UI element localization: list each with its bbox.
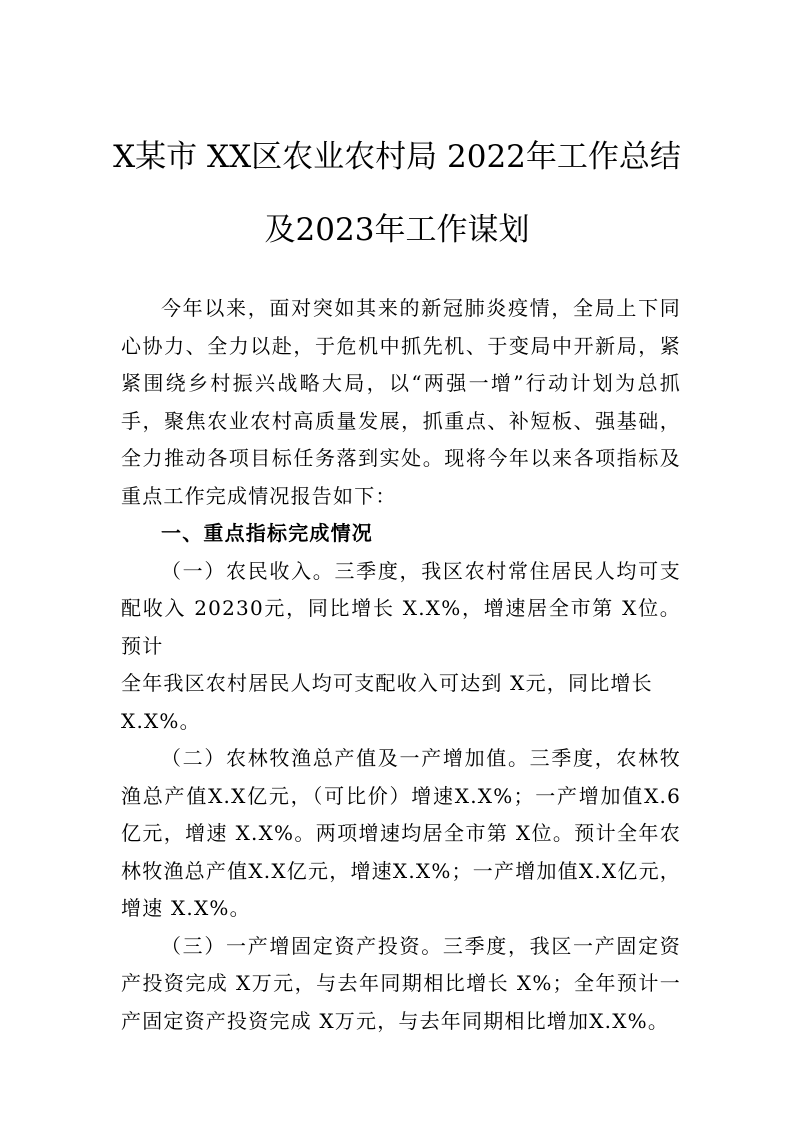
section-heading-key-indicators: 一、重点指标完成情况 <box>161 521 373 545</box>
item-farmer-income-continuation: 全年我区农村居民人均可支配收入可达到 X元，同比增长 X.X%。 <box>121 671 653 733</box>
item-fixed-asset-investment-paragraph: （三）一产增固定资产投资。三季度，我区一产固定资产投资完成 X万元，与去年同期相比增长 X%；全年预计一产固定资产投资完成 X万元，与去年同期相比增加X.X%。 <box>121 933 681 1033</box>
document-body <box>121 290 681 1040</box>
intro-paragraph: 今年以来，面对突如其来的新冠肺炎疫情，全局上下同心协力、全力以赴，于危机中抓先机、于变局中开新局，紧紧围绕乡村振兴战略大局，以“两强一增”行动计划为总抓手，聚焦农业农村高质量发展，抓重点、补短板、强基础， 全力推动各项目标任务落到实处。现将今年以来各项指标及重点工作完成情况报告如下： <box>121 296 681 508</box>
item-farmer-income-paragraph: （一）农民收入。三季度，我区农村常住居民人均可支配收入 20230元，同比增长 X.X%，增速居全市第 X位。预计 <box>121 558 681 658</box>
item-agricultural-output-paragraph: （二）农林牧渔总产值及一产增加值。三季度，农林牧渔总产值X.X亿元，（可比价）增速X.X%；一产增加值X.6亿元，增速 X.X%。两项增速均居全市第 X位。预计全年农林牧渔总产值X.X亿元，增速X.X%；一产增加值X.X亿元，增速 X.X%。 <box>121 746 681 920</box>
document-title-line-2: 及2023年工作谋划 <box>264 212 530 248</box>
document-title-line-1: X某市 XX区农业农村局 2022年工作总结 <box>113 139 681 175</box>
